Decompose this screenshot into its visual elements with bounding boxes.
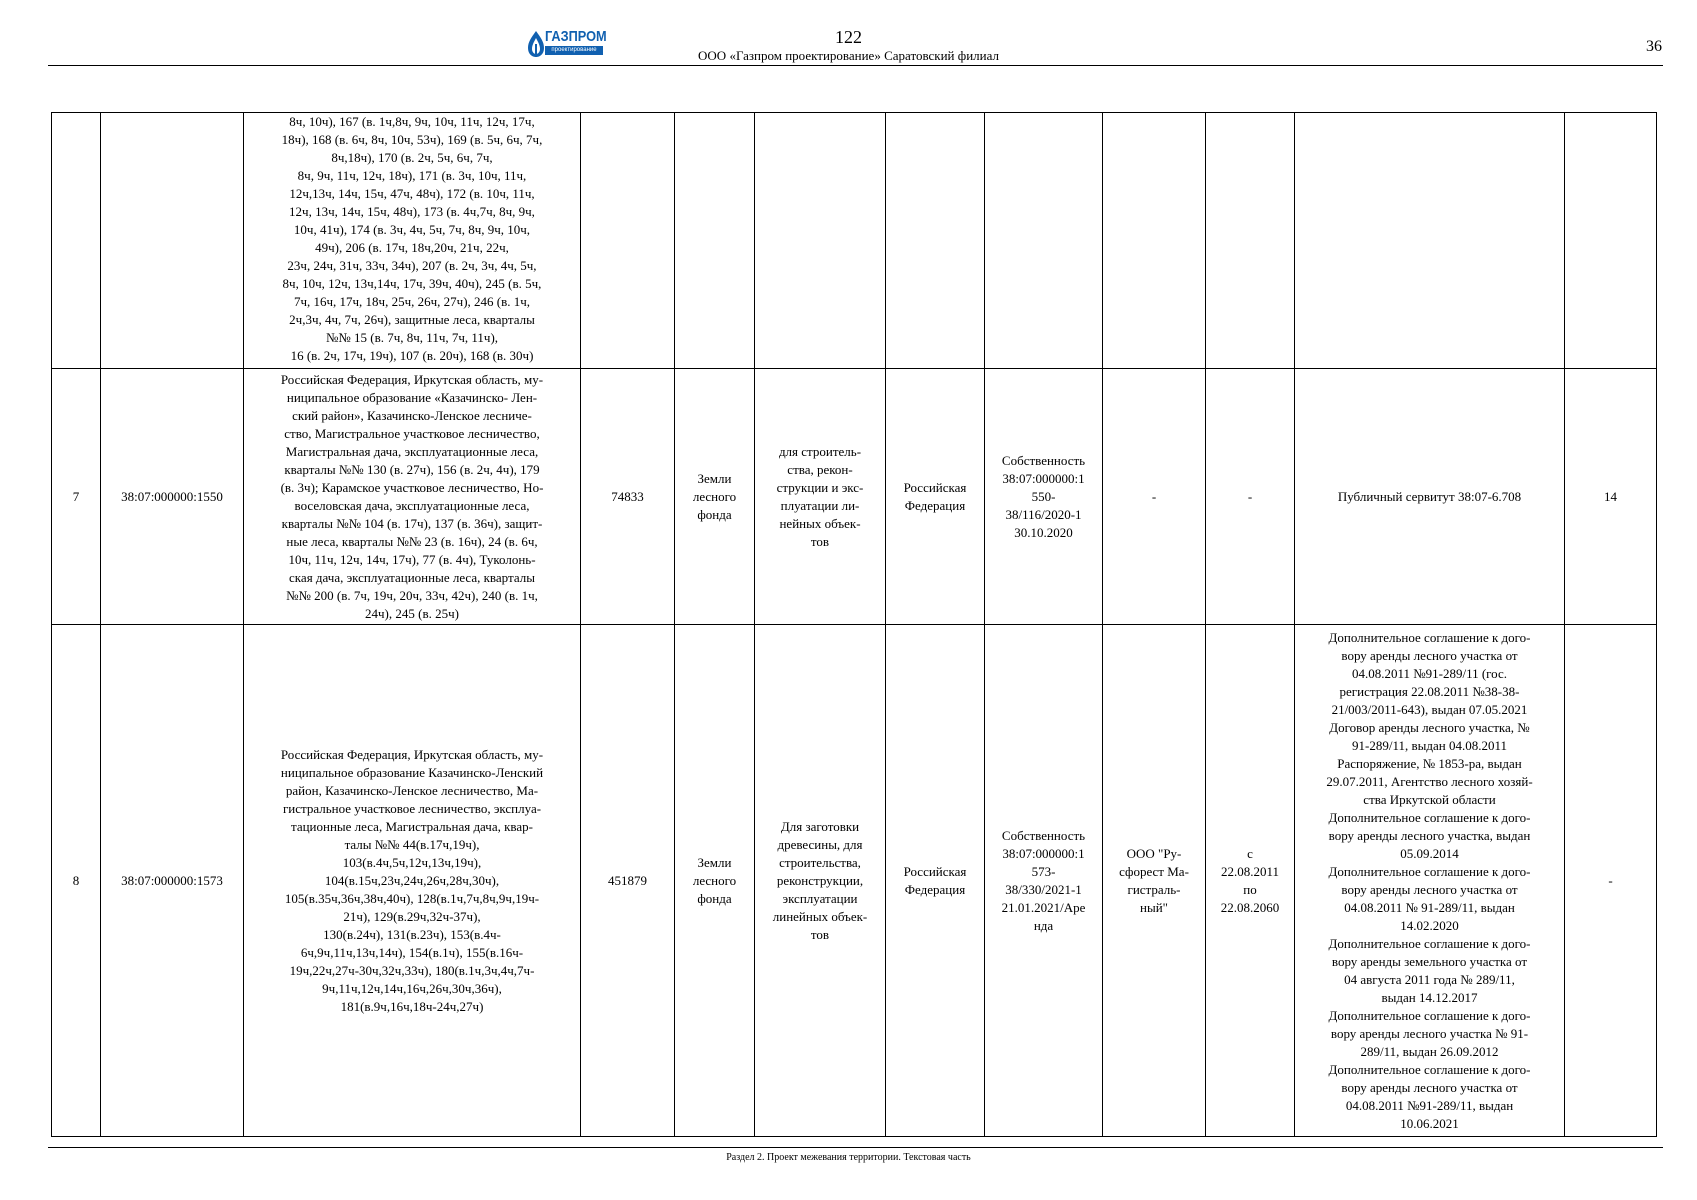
cell-use: для строитель- ства, рекон- струкции и экс- плуатации ли- нейных объек- тов xyxy=(755,369,886,625)
cell-right: Собственность 38:07:000000:1 550- 38/116/2020-1 30.10.2020 xyxy=(985,369,1103,625)
cell-tenant xyxy=(1103,113,1206,369)
cell-category: Земли лесного фонда xyxy=(675,369,755,625)
cell-area: 74833 xyxy=(581,369,675,625)
table-row xyxy=(52,625,1657,1137)
cell-term: с 22.08.2011 по 22.08.2060 xyxy=(1206,625,1295,1137)
cell-docs xyxy=(1295,113,1565,369)
cell-term: - xyxy=(1206,369,1295,625)
cell-num: 8 xyxy=(52,625,101,1137)
cell-term xyxy=(1206,113,1295,369)
cell-area: 451879 xyxy=(581,625,675,1137)
cell-area xyxy=(581,113,675,369)
cell-category: Земли лесного фонда xyxy=(675,625,755,1137)
cell-right xyxy=(985,113,1103,369)
table-row xyxy=(52,369,1657,625)
cell-owner xyxy=(886,113,985,369)
cell-use xyxy=(755,113,886,369)
cell-num: 7 xyxy=(52,369,101,625)
cell-tenant: - xyxy=(1103,369,1206,625)
cell-last: - xyxy=(1565,625,1657,1137)
cell-address: Российская Федерация, Иркутская область, му- ниципальное образование «Казачинско- Лен- ский район», Казачинско-Ленское лесниче- ство, Магистральное участковое лесничество, Магистральная дача, эксплуатационные леса, кварталы №№ 130 (в. 27ч), 156 (в. 2ч, 4ч), 179 (в. 3ч); Карамское участковое лесничество, Но- воселовская дача, эксплуатационные леса, кварталы №№ 104 (в. 17ч), 137 (в. 36ч), защит- ные леса, кварталы №№ 23 (в. 16ч), 24 (в. 6ч, 10ч, 11ч, 12ч, 14ч, 17ч), 77 (в. 4ч), Туколонь- ская дача, эксплуатационные леса, кварталы №№ 200 (в. 7ч, 19ч, 20ч, 33ч, 42ч), 240 (в. 1ч, 24ч), 245 (в. 25ч) xyxy=(244,369,581,625)
logo-text: ГАЗПРОМ xyxy=(545,28,607,45)
footer-divider xyxy=(48,1147,1663,1148)
cell-address: Российская Федерация, Иркутская область, му- ниципальное образование Казачинско-Ленский район, Казачинско-Ленское лесничество, Ма- гистральное участковое лесничество, эксплуа- тационные леса, Магистральная дача, квар- талы №№ 44(в.17ч,19ч), 103(в.4ч,5ч,12ч,13ч,19ч), 104(в.15ч,23ч,24ч,26ч,28ч,30ч), 105(в.35ч,36ч,38ч,40ч), 128(в.1ч,7ч,8ч,9ч,19ч- 21ч), 129(в.29ч,32ч-37ч), 130(в.24ч), 131(в.23ч), 153(в.4ч- 6ч,9ч,11ч,13ч,14ч), 154(в.1ч), 155(в.16ч- 19ч,22ч,27ч-30ч,32ч,33ч), 180(в.1ч,3ч,4ч,7ч- 9ч,11ч,12ч,14ч,16ч,26ч,30ч,36ч), 181(в.9ч,16ч,18ч-24ч,27ч) xyxy=(244,625,581,1137)
cell-last xyxy=(1565,113,1657,369)
cell-right: Собственность 38:07:000000:1 573- 38/330/2021-1 21.01.2021/Аре нда xyxy=(985,625,1103,1137)
table-row xyxy=(52,113,1657,369)
cell-cadastral xyxy=(101,113,244,369)
header-divider xyxy=(48,65,1663,66)
cell-last: 14 xyxy=(1565,369,1657,625)
logo-subtext: проектирование xyxy=(545,46,603,55)
cell-cadastral: 38:07:000000:1573 xyxy=(101,625,244,1137)
cell-address: 8ч, 10ч), 167 (в. 1ч,8ч, 9ч, 10ч, 11ч, 12ч, 17ч, 18ч), 168 (в. 6ч, 8ч, 10ч, 53ч), 169 (в. 5ч, 6ч, 7ч, 8ч,18ч), 170 (в. 2ч, 5ч, 6ч, 7ч, 8ч, 9ч, 11ч, 12ч, 18ч), 171 (в. 3ч, 10ч, 11ч, 12ч,13ч, 14ч, 15ч, 47ч, 48ч), 172 (в. 10ч, 11ч, 12ч, 13ч, 14ч, 15ч, 48ч), 173 (в. 4ч,7ч, 8ч, 9ч, 10ч, 41ч), 174 (в. 3ч, 4ч, 5ч, 7ч, 8ч, 9ч, 10ч, 49ч), 206 (в. 17ч, 18ч,20ч, 21ч, 22ч, 23ч, 24ч, 31ч, 33ч, 34ч), 207 (в. 2ч, 3ч, 4ч, 5ч, 8ч, 10ч, 12ч, 13ч,14ч, 17ч, 39ч, 40ч), 245 (в. 5ч, 7ч, 16ч, 17ч, 18ч, 25ч, 26ч, 27ч), 246 (в. 1ч, 2ч,3ч, 4ч, 7ч, 26ч), защитные леса, кварталы №№ 15 (в. 7ч, 8ч, 11ч, 7ч, 11ч), 16 (в. 2ч, 17ч, 19ч), 107 (в. 20ч), 168 (в. 30ч) xyxy=(244,113,581,369)
page-number-center: 122 xyxy=(835,27,862,47)
cell-tenant: ООО "Ру- сфорест Ма- гистраль- ный" xyxy=(1103,625,1206,1137)
organization-name: ООО «Газпром проектирование» Саратовский филиал xyxy=(698,48,999,63)
cell-owner: Российская Федерация xyxy=(886,625,985,1137)
cell-owner: Российская Федерация xyxy=(886,369,985,625)
page-number-right: 36 xyxy=(1646,38,1662,55)
cell-docs: Дополнительное соглашение к дого- вору аренды лесного участка от 04.08.2011 №91-289/11 (гос. регистрация 22.08.2011 №38-38- 21/003/2011-643), выдан 07.05.2021 Договор аренды лесного участка, № 91-289/11, выдан 04.08.2011 Распоряжение, № 1853-ра, выдан 29.07.2011, Агентство лесного хозяй- ства Иркутской области Дополнительное соглашение к дого- вору аренды лесного участка, выдан 05.09.2014 Дополнительное соглашение к дого- вору аренды лесного участка от 04.08.2011 № 91-289/11, выдан 14.02.2020 Дополнительное соглашение к дого- вору аренды земельного участка от 04 августа 2011 года № 289/11, выдан 14.12.2017 Дополнительное соглашение к дого- вору аренды лесного участка № 91- 289/11, выдан 26.09.2012 Дополнительное соглашение к дого- вору аренды лесного участка от 04.08.2011 №91-289/11, выдан 10.06.2021 xyxy=(1295,625,1565,1137)
footer-text: Раздел 2. Проект межевания территории. Текстовая часть xyxy=(726,1152,971,1163)
cell-cadastral: 38:07:000000:1550 xyxy=(101,369,244,625)
cell-category xyxy=(675,113,755,369)
parcels-table xyxy=(51,112,1657,1137)
cell-use: Для заготовки древесины, для строительства, реконструкции, эксплуатации линейных объек- тов xyxy=(755,625,886,1137)
cell-docs: Публичный сервитут 38:07-6.708 xyxy=(1295,369,1565,625)
cell-num xyxy=(52,113,101,369)
